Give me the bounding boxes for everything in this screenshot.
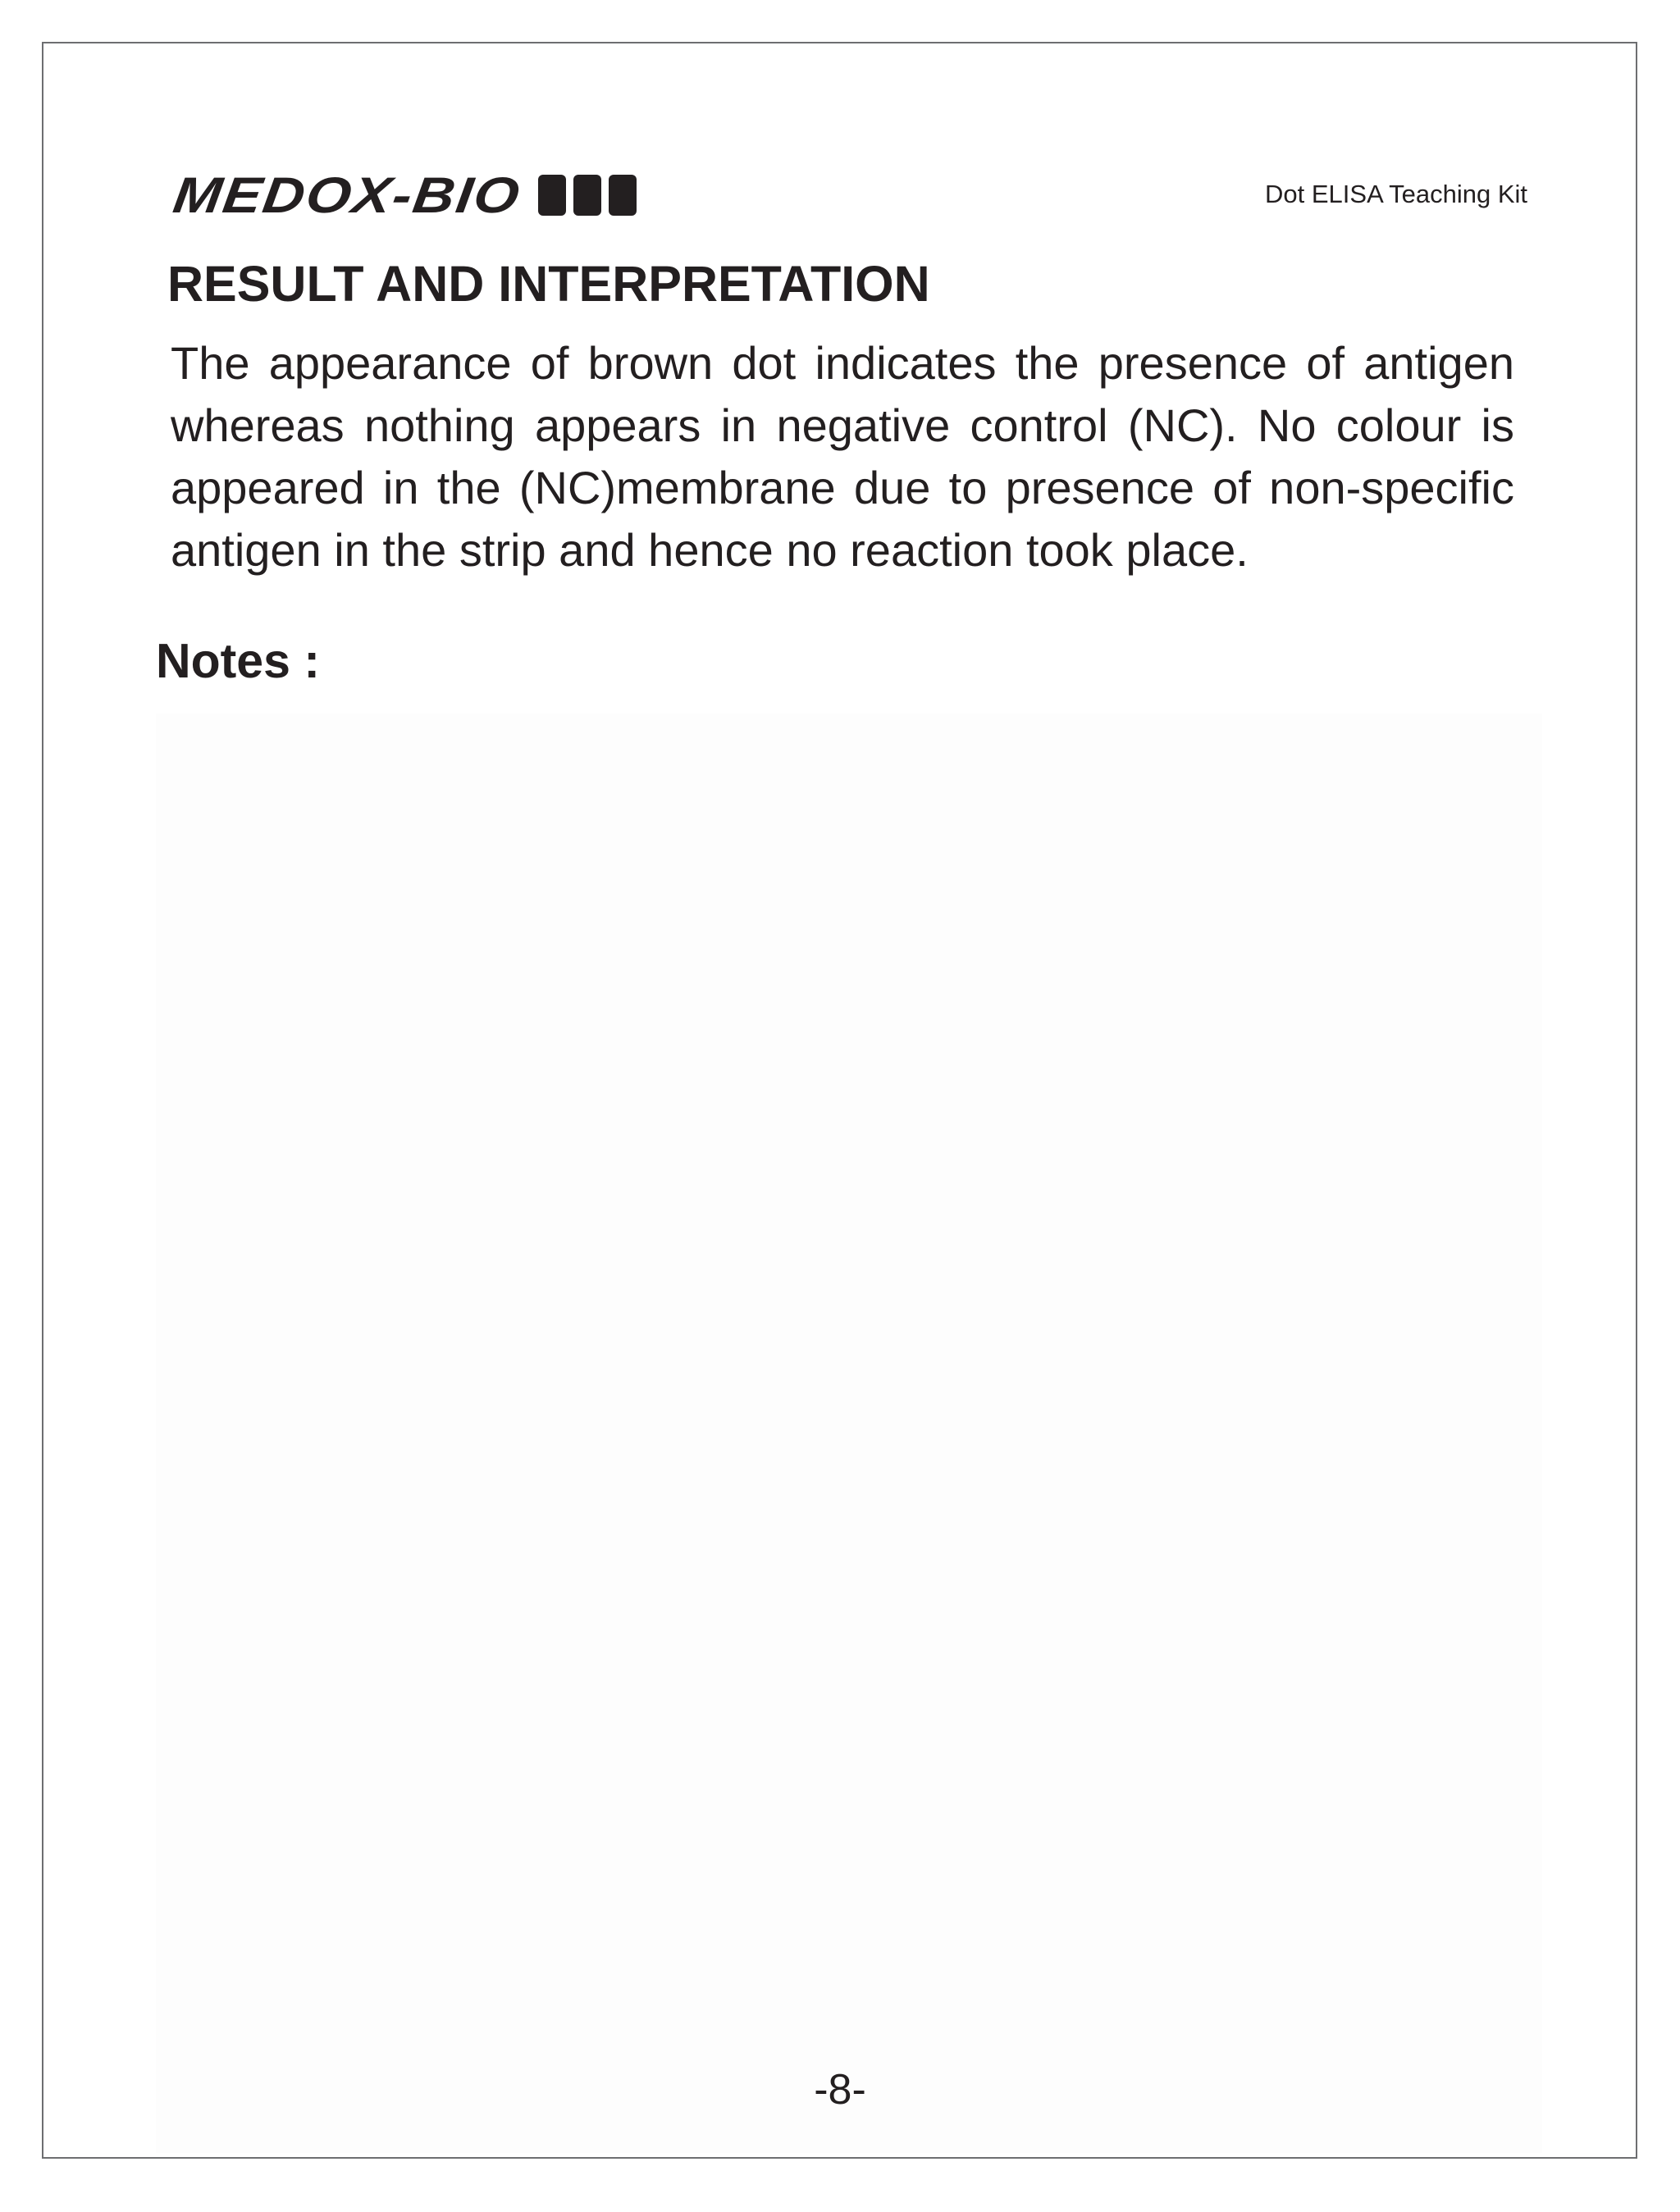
- page-number: -8-: [814, 2066, 866, 2114]
- logo-block: [609, 175, 637, 216]
- brand-logo-text: MEDOX-BIO: [170, 166, 525, 224]
- brand-logo-blocks: [538, 175, 637, 216]
- logo-block: [538, 175, 566, 216]
- section-heading: RESULT AND INTERPRETATION: [167, 256, 930, 312]
- brand-logo: [170, 166, 637, 224]
- notes-heading: Notes :: [156, 634, 320, 688]
- section-body: The appearance of brown dot indicates the presence of antigen whereas nothing appears in negative control (NC). No colour is appeared in the (NC)membrane due to presence of non-specific antigen in the strip and hence no reaction took place.: [171, 337, 1514, 576]
- header-kit-name: Dot ELISA Teaching Kit: [1265, 180, 1527, 208]
- logo-block: [573, 175, 601, 216]
- notes-area: [156, 714, 1542, 2153]
